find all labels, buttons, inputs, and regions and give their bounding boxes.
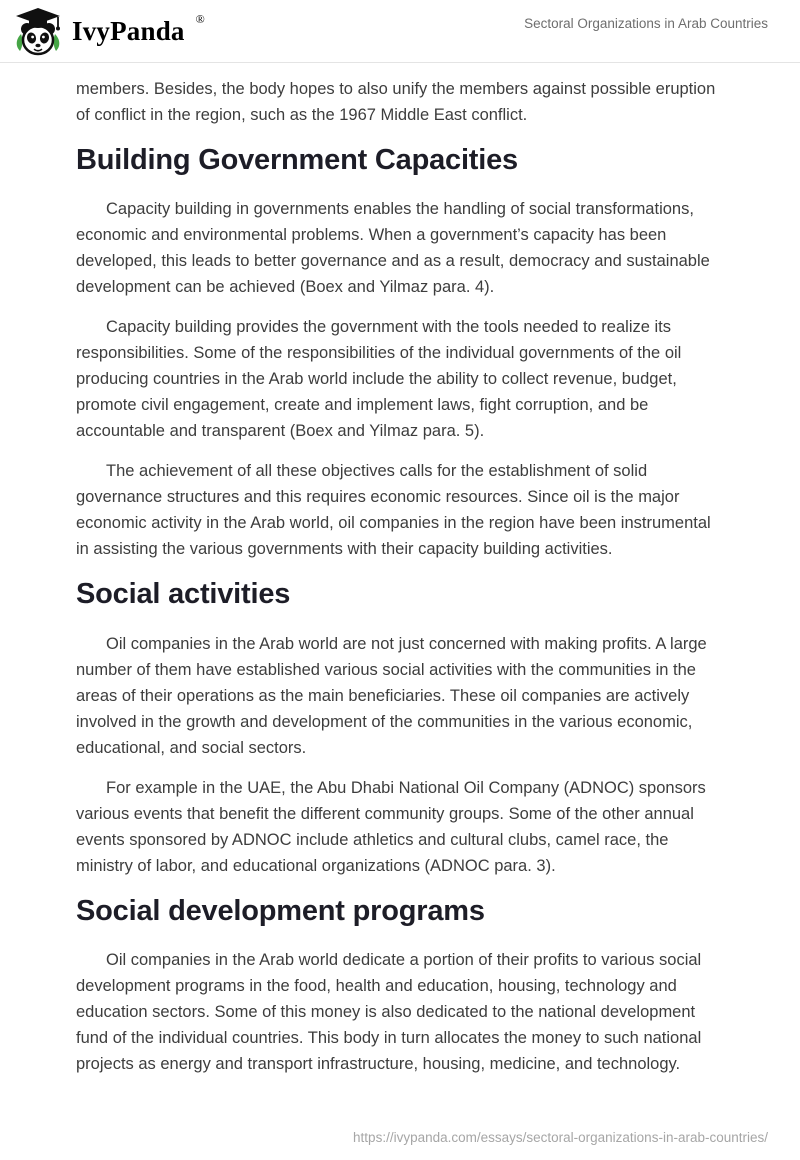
section-heading-social-development-programs: Social development programs [76,894,485,927]
paragraph: Capacity building provides the government with the tools needed to realize its responsibilities. Some of the responsibilities of the individual governments of the oil producing countries in the Arab world include the ability to collect revenue, budget, promote civil engagement, create and implement laws, fight corruption, and be accountable and transparent (Boex and Yilmaz para. 5). [76,318,682,441]
paragraph: For example in the UAE, the Abu Dhabi National Oil Company (ADNOC) sponsors various events that benefit the different community groups. Some of the other annual events sponsored by ADNOC include athletics and cultural clubs, camel race, the ministry of labor, and educational organizations (ADNOC para. 3). [76,778,706,875]
source-url[interactable]: https://ivypanda.com/essays/sectoral-organizations-in-arab-countries/ [353,1130,768,1145]
ivypanda-logo[interactable] [14,2,205,60]
paragraph: Oil companies in the Arab world dedicate a portion of their profits to various social development programs in the food, health and education, housing, technology and education sectors. Some of this money is also dedicated to the national development fund of the individual countries. This body in turn allocates the money to such national projects as energy and transport infrastructure, housing, medicine, and technology. [76,950,702,1073]
page-header [0,0,800,63]
panda-graduate-icon [14,6,62,60]
registered-trademark: ® [195,12,205,26]
paragraph: The achievement of all these objectives calls for the establishment of solid governance structures and this requires economic resources. Since oil is the major economic activity in the Arab world, oil companies in the region have been instrumental in assisting the various governments with their capacity building activities. [76,462,711,559]
logo-text: IvyPanda [72,15,185,46]
essay-content [0,63,800,1077]
paragraph: Capacity building in governments enables the handling of social transformations, economic and environmental problems. When a government’s capacity has been developed, this leads to better governance and as a result, democracy and sustainable development can be achieved (Boex and Yilmaz para. 4). [76,200,710,297]
document-title: Sectoral Organizations in Arab Countries [524,16,768,31]
section-heading-building-government-capacities: Building Government Capacities [76,144,518,176]
paragraph-continuation: members. Besides, the body hopes to also unify the members against possible eruption of conflict in the region, such as the 1967 Middle East conflict. [76,80,716,124]
section-heading-social-activities: Social activities [76,578,291,611]
paragraph: Oil companies in the Arab world are not just concerned with making profits. A large number of them have established various social activities with the communities in the areas of their operations as the main beneficiaries. These oil companies are actively involved in the growth and development of the communities in the various economic, educational, and social sectors. [76,634,707,757]
